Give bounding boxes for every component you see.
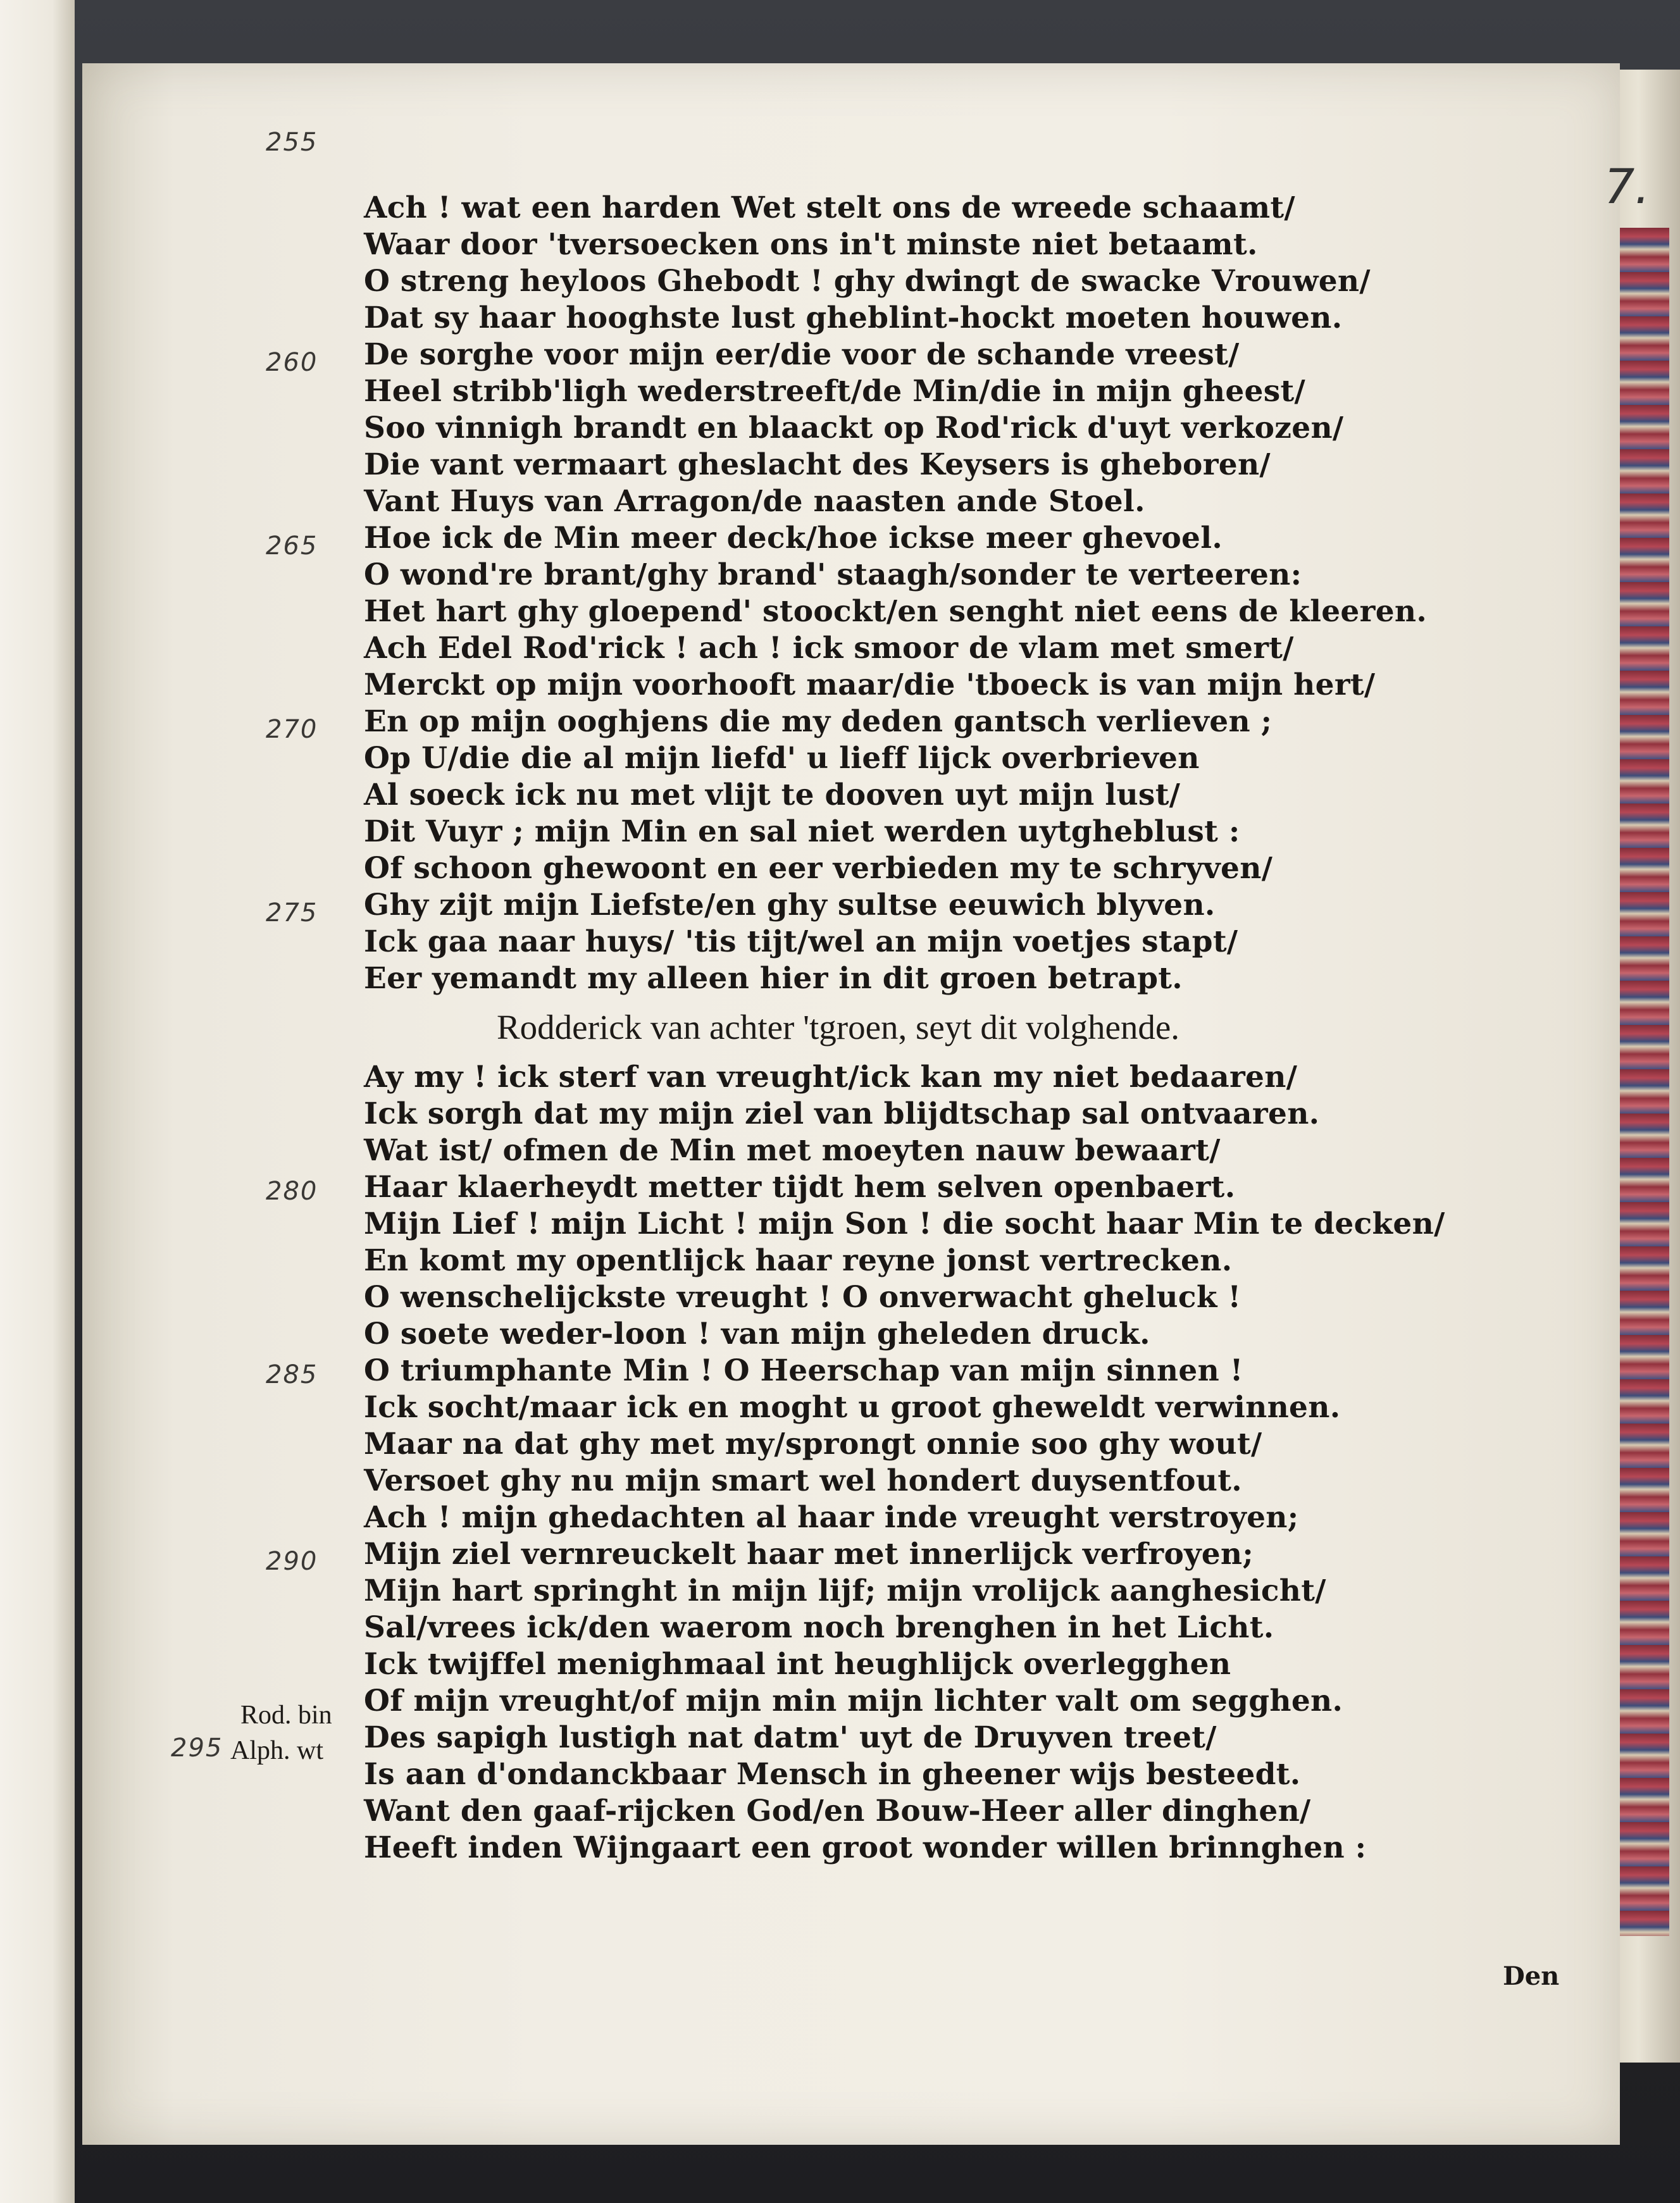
verse-line: O wenschelijckste vreught ! O onverwacht gheluck ! [364, 1280, 1241, 1315]
verse-line: Vant Huys van Arragon/de naasten ande Stoel. [364, 484, 1145, 519]
verse-line: Dit Vuyr ; mijn Min en sal niet werden uytgheblust : [364, 814, 1240, 849]
verse-line: Ach Edel Rod'rick ! ach ! ick smoor de vlam met smert/ [364, 631, 1294, 666]
verse-line: Ghy zijt mijn Liefste/en ghy sultse eeuwich blyven. [364, 888, 1216, 922]
verse-line: Ick gaa naar huys/ 'tis tijt/wel an mijn voetjes stapt/ [364, 924, 1238, 959]
verse-line: Of mijn vreught/of mijn min mijn lichter valt om segghen. [364, 1684, 1343, 1718]
verse-line: Ick twijffel menighmaal int heughlijck overlegghen [364, 1647, 1231, 1682]
verse-line: O triumphante Min ! O Heerschap van mijn sinnen ! [364, 1353, 1243, 1388]
verse-line: Hoe ick de Min meer deck/hoe ickse meer ghevoel. [364, 521, 1223, 555]
line-number-265: 265 [266, 531, 318, 561]
margin-note-line2: Alph. wt [230, 1736, 323, 1765]
verses-part2 [364, 1059, 1503, 1866]
verse-line: Want den gaaf-rijcken God/en Bouw-Heer aller dinghen/ [364, 1794, 1311, 1828]
verse-line: Ick socht/maar ick en moght u groot gheweldt verwinnen. [364, 1390, 1341, 1425]
verses-part1 [364, 190, 1503, 997]
verse-line: Merckt op mijn voorhooft maar/die 'tboeck is van mijn hert/ [364, 667, 1376, 702]
verse-line: Mijn Lief ! mijn Licht ! mijn Son ! die socht haar Min te decken/ [364, 1207, 1445, 1241]
verse-line: Al soeck ick nu met vlijt te dooven uyt mijn lust/ [364, 778, 1181, 812]
verse-line: O soete weder-loon ! van mijn gheleden druck. [364, 1317, 1150, 1351]
verse-line: Haar klaerheydt metter tijdt hem selven openbaert. [364, 1170, 1236, 1205]
verse-line: En komt my opentlijck haar reyne jonst vertrecken. [364, 1243, 1233, 1278]
facing-page [0, 0, 75, 2203]
verse-line: Ach ! mijn ghedachten al haar inde vreught verstroyen; [364, 1500, 1299, 1535]
verse-line: Heel stribb'ligh wederstreeft/de Min/die in mijn gheest/ [364, 374, 1305, 409]
marbled-cover-edge [1612, 228, 1669, 1936]
verse-line: Des sapigh lustigh nat datm' uyt de Druyven treet/ [364, 1720, 1217, 1755]
line-number-275: 275 [266, 898, 318, 928]
verse-line: Mijn ziel vernreuckelt haar met innerlijck verfroyen; [364, 1537, 1254, 1572]
line-number-255: 255 [266, 128, 318, 157]
verse-line: O streng heyloos Ghebodt ! ghy dwingt de swacke Vrouwen/ [364, 264, 1371, 299]
line-number-260: 260 [266, 348, 318, 377]
verse-line: Heeft inden Wijngaart een groot wonder willen brinnghen : [364, 1830, 1367, 1865]
page-number: 7. [1604, 158, 1650, 214]
verse-line: Die vant vermaart gheslacht des Keysers is gheboren/ [364, 447, 1271, 482]
verse-line: Ach ! wat een harden Wet stelt ons de wreede schaamt/ [364, 190, 1295, 225]
verse-line: Mijn hart springht in mijn lijf; mijn vrolijck aanghesicht/ [364, 1573, 1326, 1608]
verse-line: Eer yemandt my alleen hier in dit groen betrapt. [364, 961, 1183, 996]
verse-line: En op mijn ooghjens die my deden gantsch verlieven ; [364, 704, 1272, 739]
verse-line: Is aan d'ondanckbaar Mensch in gheener wijs besteedt. [364, 1757, 1301, 1792]
verse-line: Versoet ghy nu mijn smart wel hondert duysentfout. [364, 1463, 1242, 1498]
catchword: Den [1503, 1961, 1560, 1991]
verse-line: O wond're brant/ghy brand' staagh/sonder te verteeren: [364, 557, 1302, 592]
verse-line: Op U/die die al mijn liefd' u lieff lijck overbrieven [364, 741, 1200, 776]
line-number-295: 295 [171, 1734, 223, 1763]
verse-line: Wat ist/ ofmen de Min met moeyten nauw bewaart/ [364, 1133, 1221, 1168]
verse-line: Waar door 'tversoecken ons in't minste niet betaamt. [364, 227, 1258, 262]
verse-line: Soo vinnigh brandt en blaackt op Rod'rick d'uyt verkozen/ [364, 411, 1344, 445]
book-page [82, 63, 1650, 2145]
verse-text-block [364, 190, 1503, 1866]
verse-line: Ick sorgh dat my mijn ziel van blijdtschap sal ontvaaren. [364, 1096, 1320, 1131]
verse-line: Het hart ghy gloepend' stoockt/en senght niet eens de kleeren. [364, 594, 1428, 629]
stage-direction: Rodderick van achter 'tgroen, seyt dit volghende. [497, 1008, 1180, 1046]
verse-line: Maar na dat ghy met my/sprongt onnie soo ghy wout/ [364, 1427, 1262, 1461]
verse-line: Of schoon ghewoont en eer verbieden my te schryven/ [364, 851, 1273, 886]
verse-line: Ay my ! ick sterf van vreught/ick kan my niet bedaaren/ [364, 1060, 1298, 1095]
line-number-290: 290 [266, 1547, 318, 1576]
verse-line: Sal/vrees ick/den waerom noch brenghen in het Licht. [364, 1610, 1274, 1645]
margin-note-line1: Rod. bin [240, 1701, 332, 1730]
line-number-280: 280 [266, 1177, 318, 1206]
line-number-285: 285 [266, 1360, 318, 1389]
verse-line: De sorghe voor mijn eer/die voor de schande vreest/ [364, 337, 1240, 372]
verse-line: Dat sy haar hooghste lust gheblint-hockt moeten houwen. [364, 301, 1343, 335]
line-number-270: 270 [266, 715, 318, 744]
